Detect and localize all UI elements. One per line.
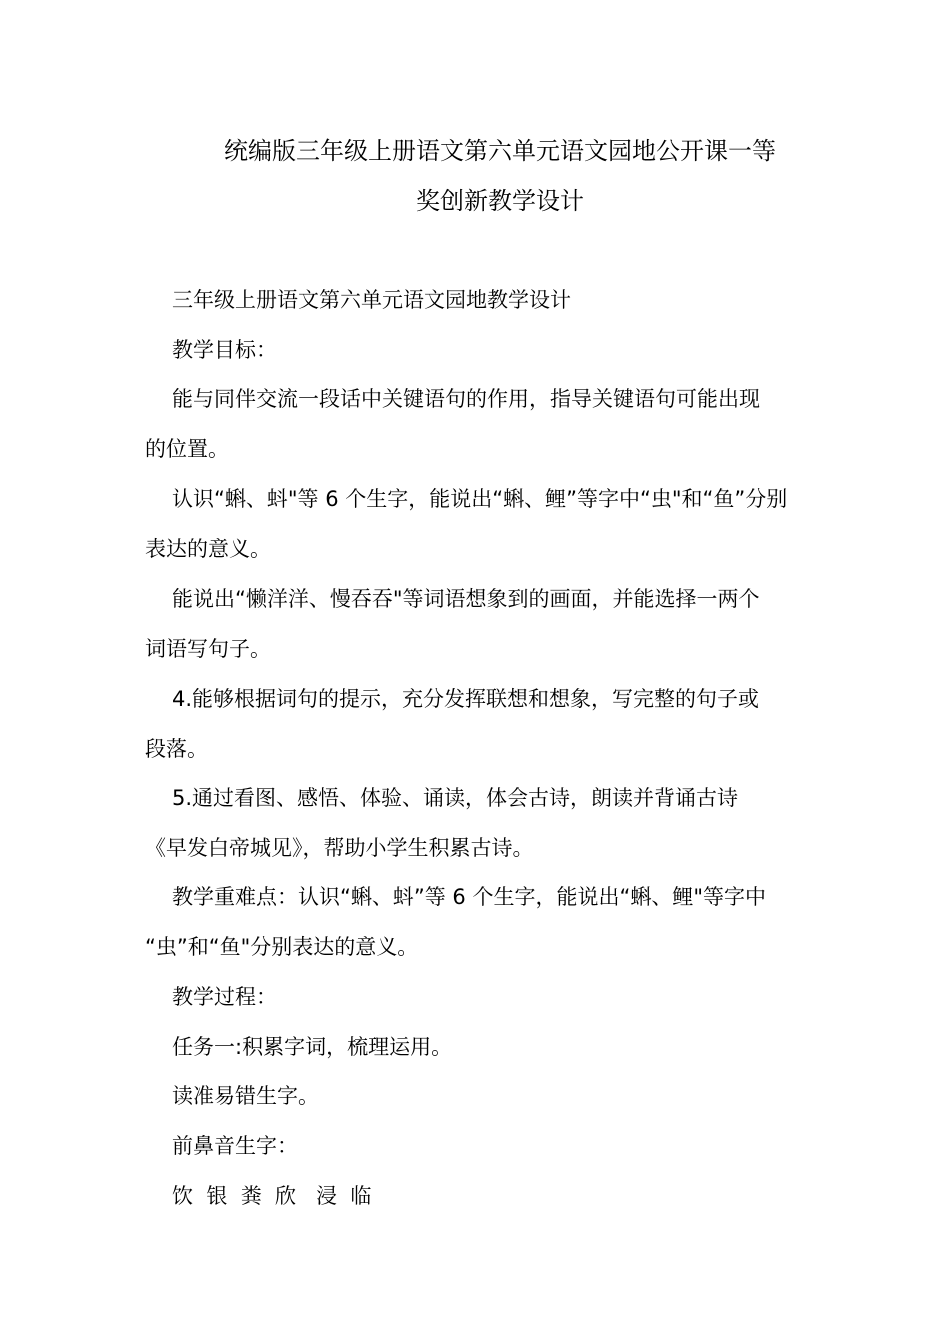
goal-4-line-2: 段落。	[145, 737, 208, 761]
front-nasal-heading: 前鼻音生字：	[172, 1134, 298, 1158]
subtitle-paragraph: 三年级上册语文第六单元语文园地教学设计	[172, 288, 571, 312]
goal-2-line-1: 认识“蝌、蚪"等 6 个生字，能说出“蝌、鲤”等字中“虫"和“鱼”分别	[172, 487, 788, 511]
character-list: 饮 银 粪 欣 浸 临	[172, 1184, 372, 1208]
goal-2-line-2: 表达的意义。	[145, 537, 271, 561]
goal-5-line-2: 《早发白帝城见》，帮助小学生积累古诗。	[145, 836, 534, 860]
key-difficulty-line-1: 教学重难点：认识“蝌、蚪”等 6 个生字，能说出“蝌、鲤"等字中	[172, 885, 767, 909]
document-title-line-1: 统编版三年级上册语文第六单元语文园地公开课一等	[224, 137, 776, 165]
goal-3-line-1: 能说出“懒洋洋、慢吞吞"等词语想象到的画面，并能选择一两个	[172, 587, 760, 611]
document-title-line-2: 奖创新教学设计	[416, 187, 584, 215]
goal-1-line-2: 的位置。	[145, 437, 229, 461]
read-characters-line: 读准易错生字。	[172, 1084, 319, 1108]
key-difficulty-line-2: “虫”和“鱼"分别表达的意义。	[145, 935, 419, 959]
teaching-goals-heading: 教学目标：	[172, 338, 277, 362]
goal-1-line-1: 能与同伴交流一段话中关键语句的作用，指导关键语句可能出现	[172, 387, 760, 411]
task-1-heading: 任务一:积累字词，梳理运用。	[172, 1035, 453, 1059]
goal-4-line-1: 4.能够根据词句的提示，充分发挥联想和想象，写完整的句子或	[172, 687, 760, 711]
goal-3-line-2: 词语写句子。	[145, 637, 271, 661]
goal-5-line-1: 5.通过看图、感悟、体验、诵读，体会古诗，朗读并背诵古诗	[172, 786, 739, 810]
teaching-process-heading: 教学过程：	[172, 985, 277, 1009]
